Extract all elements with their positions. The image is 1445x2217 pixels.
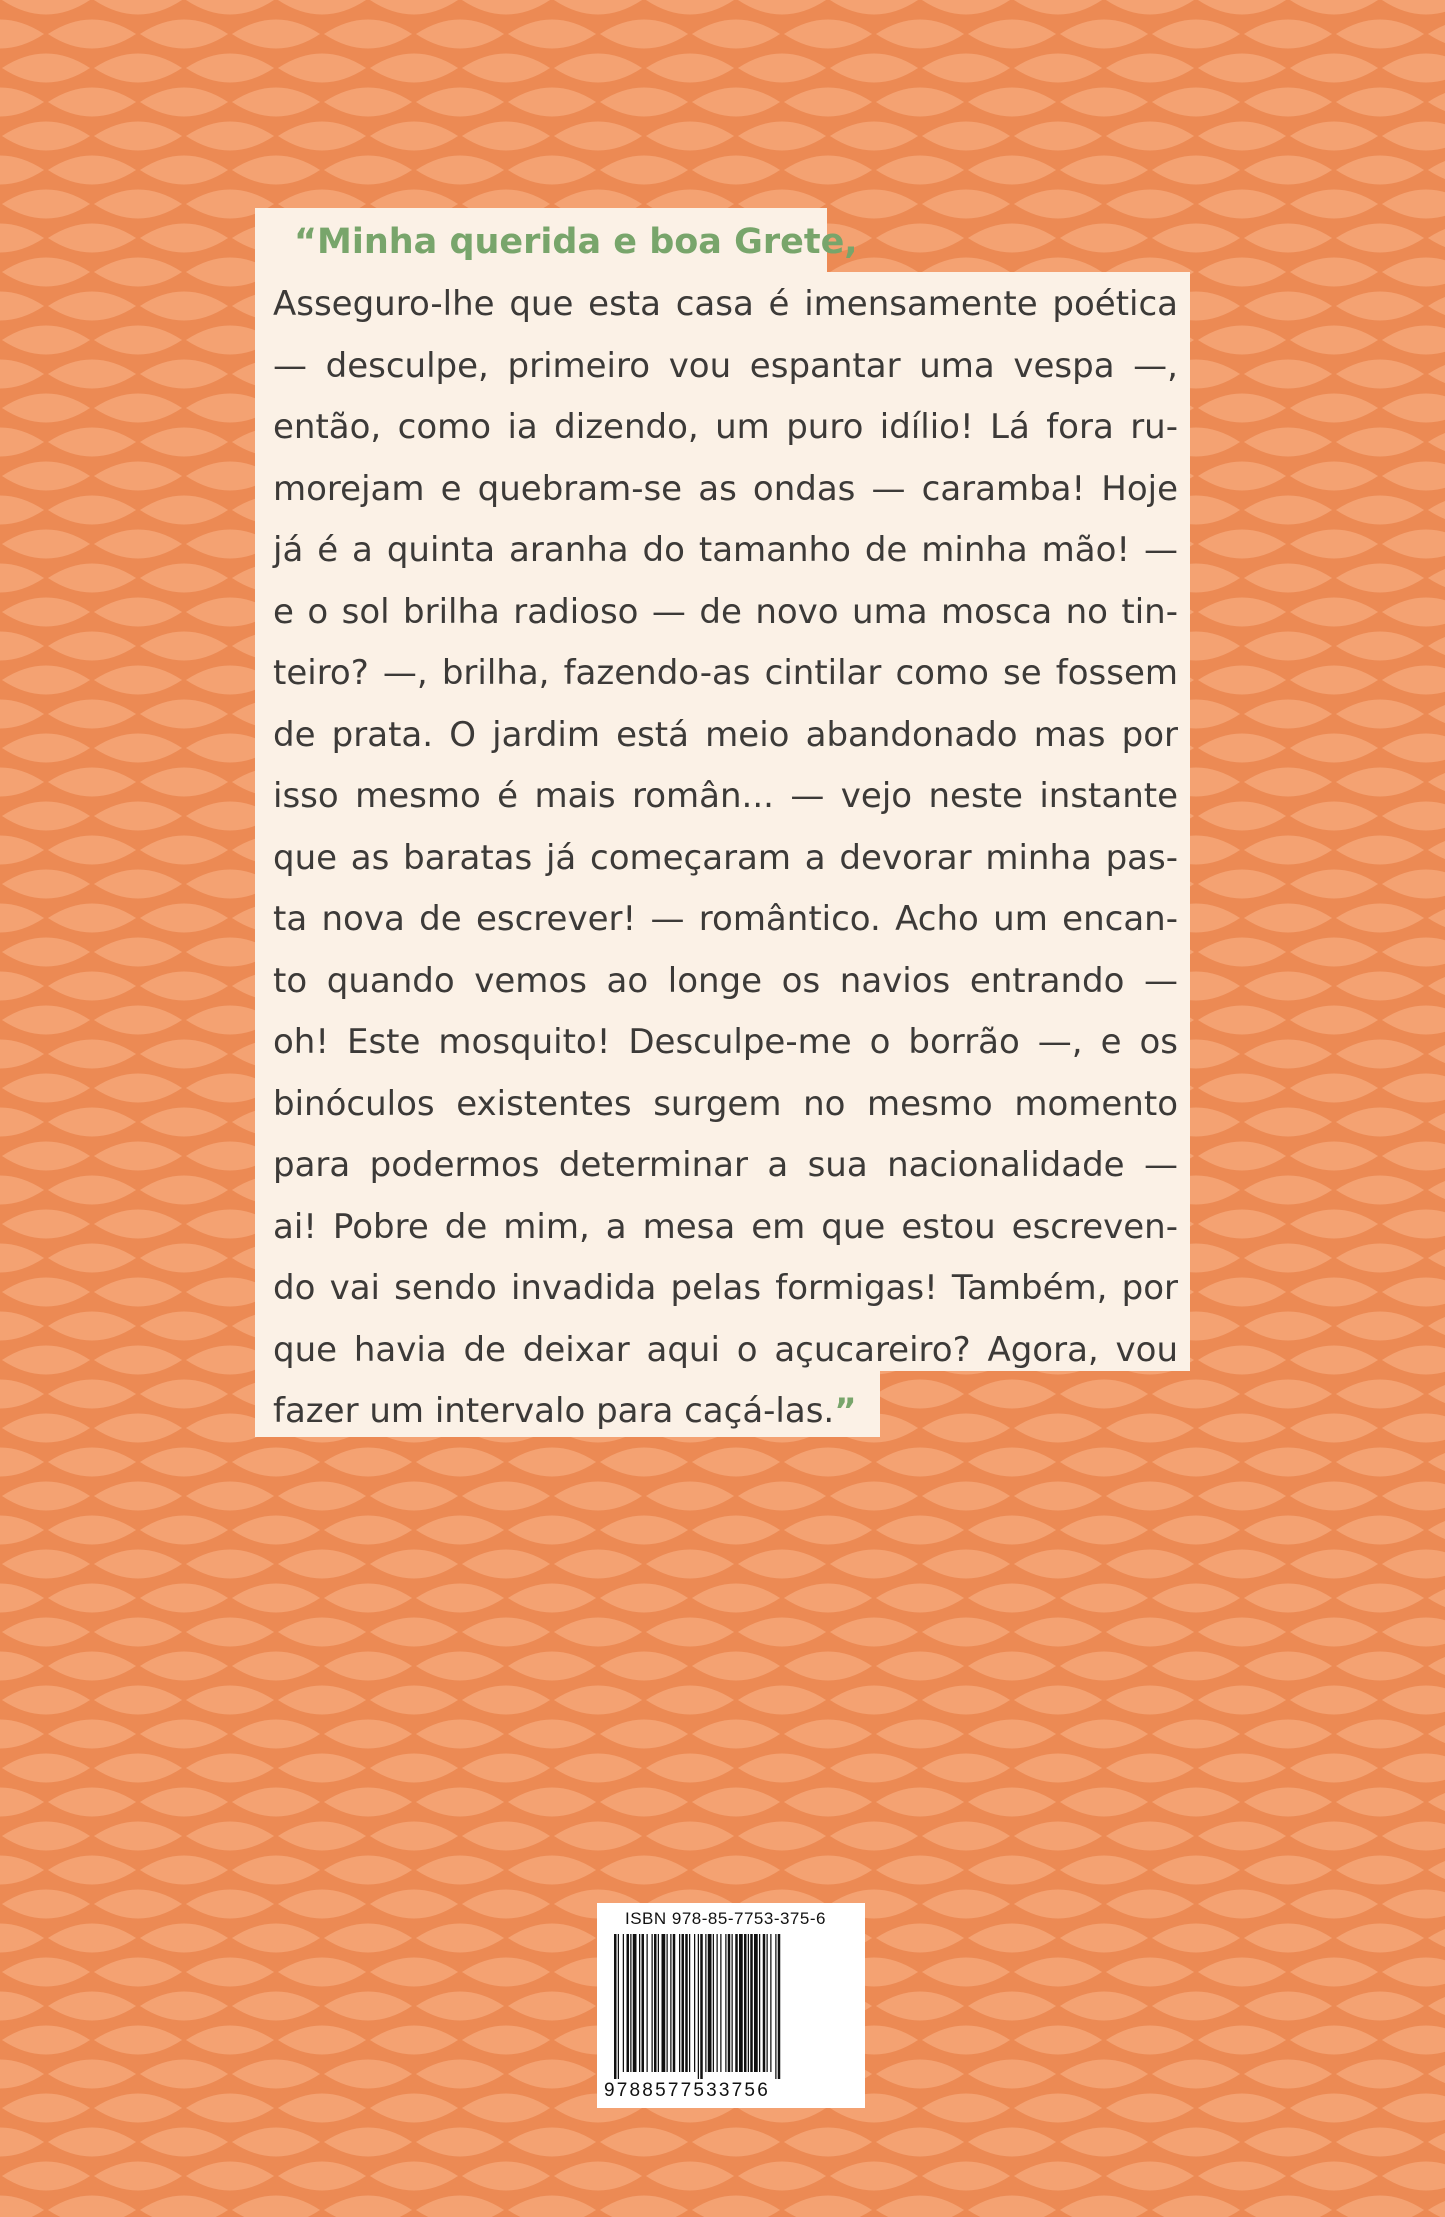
quote-line: então, como ia dizendo, um puro idílio! Lá fora ru-	[273, 407, 1178, 447]
quote-last-line	[273, 1381, 1178, 1443]
quote-heading: “Minha querida e boa Grete,	[255, 208, 827, 278]
quote-line: to quando vemos ao longe os navios entrando —	[273, 960, 1178, 1001]
quote-line: que as baratas já começaram a devorar minha pas-	[273, 837, 1178, 878]
isbn-label: ISBN 978-85-7753-375-6	[625, 1909, 826, 1928]
quote-line: já é a quinta aranha do tamanho de minha mão! —	[273, 530, 1178, 570]
barcode-digits: 9788577533756	[604, 2080, 770, 2101]
quote-last-line-text: fazer um intervalo para caçá-las.	[273, 1391, 835, 1431]
quote-line: isso mesmo é mais român... — vejo neste instante	[273, 776, 1178, 816]
quote-line: de prata. O jardim está meio abandonado mas por	[273, 714, 1178, 755]
quote-line: do vai sendo invadida pelas formigas! Também, por	[273, 1268, 1178, 1308]
quote-line: — desculpe, primeiro vou espantar uma vespa —,	[273, 345, 1178, 386]
quote-line: ai! Pobre de mim, a mesa em que estou escreven-	[273, 1206, 1178, 1247]
quote-text	[273, 274, 1178, 1443]
quote-line: morejam e quebram-se as ondas — caramba! Hoje	[273, 468, 1178, 509]
quote-line: Asseguro-lhe que esta casa é imensamente poética	[273, 284, 1178, 324]
closing-quote-mark: ”	[834, 1391, 857, 1431]
quote-line: teiro? —, brilha, fazendo-as cintilar como se fossem	[273, 653, 1178, 693]
barcode-icon	[614, 1934, 852, 2079]
quote-line: para podermos determinar a sua nacionalidade —	[273, 1145, 1178, 1185]
quote-line: que havia de deixar aqui o açucareiro? Agora, vou	[273, 1329, 1178, 1370]
quote-line: oh! Este mosquito! Desculpe-me o borrão —, e os	[273, 1022, 1178, 1062]
quote-line: ta nova de escrever! — romântico. Acho um encan-	[273, 899, 1178, 939]
quote-line: binóculos existentes surgem no mesmo momento	[273, 1083, 1178, 1124]
quote-line: e o sol brilha radioso — de novo uma mosca no tin-	[273, 591, 1178, 632]
